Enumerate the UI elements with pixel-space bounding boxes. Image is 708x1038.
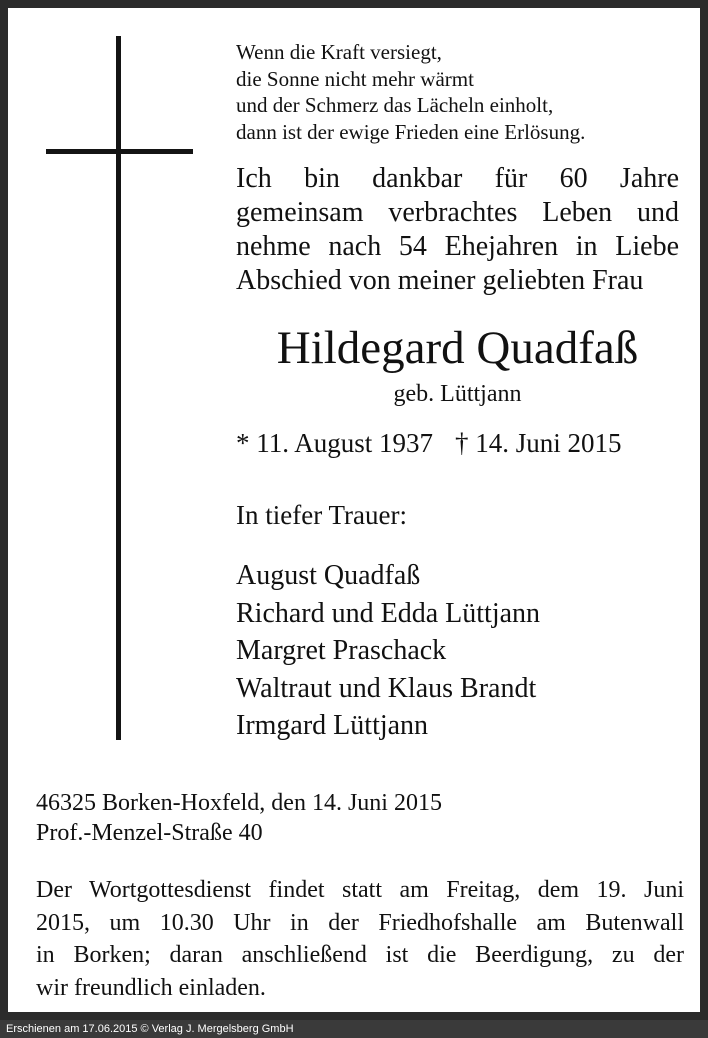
poem-line: und der Schmerz das Lächeln einholt,	[236, 93, 554, 117]
birth-date: * 11. August 1937	[236, 428, 434, 458]
cross-icon	[116, 36, 121, 740]
mourner: August Quadfaß	[236, 560, 421, 591]
service-line: wir freundlich einladen.	[36, 974, 266, 1001]
thanks-line: gemeinsam verbrachtes Leben und	[236, 197, 679, 228]
thanks-line: nehme nach 54 Ehejahren in Liebe	[236, 231, 679, 262]
mourner: Irmgard Lüttjann	[236, 710, 429, 741]
publication-footer: Erschienen am 17.06.2015 © Verlag J. Mergelsberg GmbH	[0, 1020, 708, 1038]
street-address: Prof.-Menzel-Straße 40	[36, 820, 263, 846]
thanks-line: Ich bin dankbar für 60 Jahre	[236, 163, 679, 194]
poem	[236, 39, 585, 145]
thanks-line: Abschied von meiner geliebten Frau	[236, 265, 644, 296]
thanks-paragraph	[236, 162, 679, 298]
service-line: 2015, um 10.30 Uhr in der Friedhofshalle am Butenwall	[36, 909, 684, 936]
poem-line: Wenn die Kraft versiegt,	[236, 40, 442, 64]
poem-line: die Sonne nicht mehr wärmt	[236, 66, 474, 91]
mourner: Waltraut und Klaus Brandt	[236, 672, 537, 704]
mourner: Margret Praschack	[236, 635, 447, 666]
service-line: Der Wortgottesdienst findet statt am Freitag, dem 19. Juni	[36, 877, 684, 903]
poem-line: dann ist der ewige Frieden eine Erlösung.	[236, 119, 586, 144]
maiden-name: geb. Lüttjann	[393, 381, 522, 407]
address-block	[36, 788, 442, 848]
mourners-list	[236, 557, 540, 745]
life-dates	[236, 427, 622, 459]
mourner: Richard und Edda Lüttjann	[236, 597, 541, 629]
place-date: 46325 Borken-Hoxfeld, den 14. Juni 2015	[36, 790, 442, 816]
death-date: † 14. Juni 2015	[455, 428, 622, 458]
cross-icon-bar	[46, 149, 193, 154]
mourning-heading: In tiefer Trauer:	[236, 500, 407, 530]
deceased-name: Hildegard Quadfaß	[276, 322, 639, 374]
service-notice	[36, 874, 684, 1004]
service-line: in Borken; daran anschließend ist die Beerdigung, zu der	[36, 942, 684, 968]
